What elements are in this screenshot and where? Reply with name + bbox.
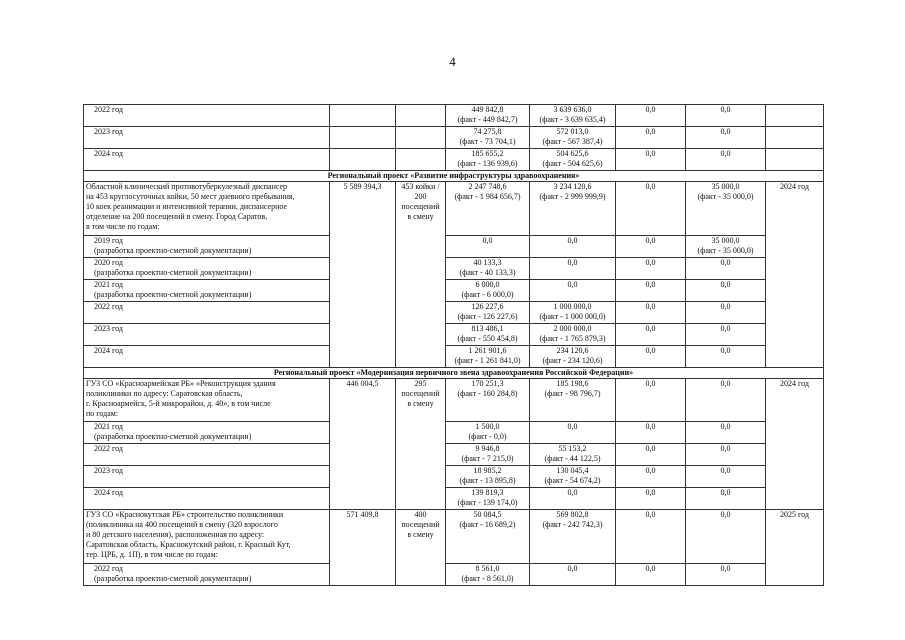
object-cost: 446 004,5 [330, 379, 396, 510]
completion-year: 2024 год [766, 379, 824, 510]
table-row: 2023 год 813 486,1 (факт - 550 454,8) 2 000 000,0 (факт - 1 765 879,3) 0,0 0,0 [84, 324, 824, 346]
row-label: 2024 год [84, 149, 330, 171]
table-row: 2024 год 185 655,2 (факт - 136 939,6) 504 625,6 (факт - 504 625,6) 0,0 0,0 [84, 149, 824, 171]
investment-table [83, 104, 824, 586]
row-label: 2023 год [84, 127, 330, 149]
object-row: ГУЗ СО «Краснокутская РБ» строительство поликлиники (поликлиника на 400 посещений в смену (320 взрослого и 80 детского населения), расположенная по адресу: Саратовская область, Краснокутский район, г. Красный Кут, тер. ЦРБ, д. 1П), в том числе по годам: 571 409,8 400 посещений в смену 50 084,5 (факт - 16 689,2) 569 802,8 (факт - 242 742,3) 0,0 0,0 2025 год [84, 510, 824, 564]
table-row: 2022 год 449 842,8 (факт - 449 842,7) 3 639 636,0 (факт - 3 639 635,4) 0,0 0,0 [84, 105, 824, 127]
object-row: Областной клинический противотуберкулезный диспансер на 453 круглосуточных койки, 50 мест дневного пребывания, 10 коек реанимации и интенсивной терапии, диспансерное отделение на 200 посещений в смену. Город Саратов, в том числе по годам: 5 589 394,3 453 койки / 200 посещений в смену 2 247 748,6 (факт - 1 984 656,7) 3 234 120,6 (факт - 2 999 999,9) 0,0 35 000,0 (факт - 35 000,0) 2024 год [84, 182, 824, 236]
object-row: ГУЗ СО «Красноармейская РБ» «Реконструкция здания поликлиники по адресу: Саратовская область, г. Красноармейск, 5-й микрорайон, д. 40», в том числе по годам: 446 004,5 295 посещений в смену 170 251,3 (факт - 160 284,8) 185 198,6 (факт - 98 796,7) 0,0 0,0 2024 год [84, 379, 824, 422]
table-row: 2021 год (разработка проектно-сметной документации) 6 000,0 (факт - 6 000,0) 0,0 0,0 0,0 [84, 280, 824, 302]
object-capacity: 453 койки / 200 посещений в смену [396, 182, 446, 368]
table-row: 2023 год 18 985,2 (факт - 13 895,8) 130 045,4 (факт - 54 674,2) 0,0 0,0 [84, 466, 824, 488]
table-row: 2019 год (разработка проектно-сметной документации) 0,0 0,0 0,0 35 000,0 (факт - 35 000,0) [84, 236, 824, 258]
object-capacity: 295 посещений в смену [396, 379, 446, 510]
object-capacity: 400 посещений в смену [396, 510, 446, 586]
table-row: 2023 год 74 275,8 (факт - 73 704,1) 572 013,0 (факт - 567 387,4) 0,0 0,0 [84, 127, 824, 149]
table-row: 2022 год 126 227,6 (факт - 126 227,6) 1 000 000,0 (факт - 1 000 000,0) 0,0 0,0 [84, 302, 824, 324]
table-row: 2020 год (разработка проектно-сметной документации) 40 133,3 (факт - 40 133,3) 0,0 0,0 0,0 [84, 258, 824, 280]
completion-year: 2024 год [766, 182, 824, 368]
row-label: 2022 год [84, 105, 330, 127]
section-header: Региональный проект «Развитие инфраструктуры здравоохранения» [84, 171, 824, 182]
table-row: 2022 год 9 946,8 (факт - 7 215,0) 55 153,2 (факт - 44 122,5) 0,0 0,0 [84, 444, 824, 466]
table-row: 2024 год 1 261 901,6 (факт - 1 261 841,0) 234 120,6 (факт - 234 120,6) 0,0 0,0 [84, 346, 824, 368]
table-row: 2022 год (разработка проектно-сметной документации) 8 561,0 (факт - 8 561,0) 0,0 0,0 0,0 [84, 564, 824, 586]
object-description: ГУЗ СО «Краснокутская РБ» строительство поликлиники (поликлиника на 400 посещений в смену (320 взрослого и 80 детского населения), расположенная по адресу: Саратовская область, Краснокутский район, г. Красный Кут, тер. ЦРБ, д. 1П), в том числе по годам: [84, 510, 330, 564]
object-description: Областной клинический противотуберкулезный диспансер на 453 круглосуточных койки, 50 мест дневного пребывания, 10 коек реанимации и интенсивной терапии, диспансерное отделение на 200 посещений в смену. Город Саратов, в том числе по годам: [84, 182, 330, 236]
table-row: 2024 год 139 819,3 (факт - 139 174,0) 0,0 0,0 0,0 [84, 488, 824, 510]
page-number: 4 [449, 54, 456, 69]
completion-year: 2025 год [766, 510, 824, 586]
table-row: 2021 год (разработка проектно-сметной документации) 1 500,0 (факт - 0,0) 0,0 0,0 0,0 [84, 422, 824, 444]
object-description: ГУЗ СО «Красноармейская РБ» «Реконструкция здания поликлиники по адресу: Саратовская область, г. Красноармейск, 5-й микрорайон, д. 40», в том числе по годам: [84, 379, 330, 422]
object-cost: 571 409,8 [330, 510, 396, 586]
section-header: Региональный проект «Модернизация первичного звена здравоохранения Российской Федерации» [84, 368, 824, 379]
object-cost: 5 589 394,3 [330, 182, 396, 368]
